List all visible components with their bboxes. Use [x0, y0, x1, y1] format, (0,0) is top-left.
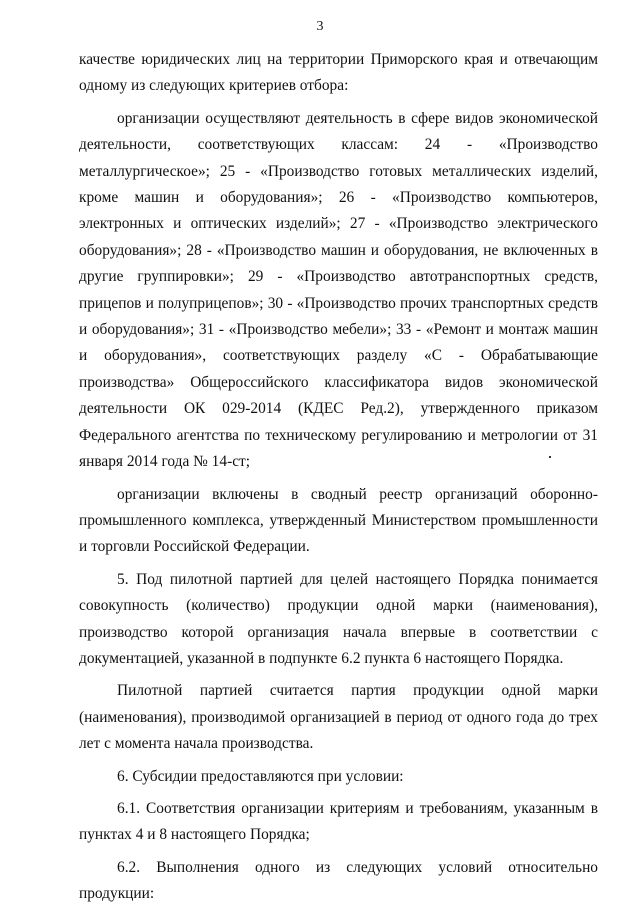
paragraph-item-6-2: 6.2. Выполнения одного из следующих условий относительно продукции: — [79, 858, 598, 903]
paragraph-item-6-1: 6.1. Соответствия организации критериям и требованиям, указанным в пунктах 4 и 8 настоящего Порядка; — [79, 799, 598, 844]
paragraph-item-6: 6. Субсидии предоставляются при условии: — [117, 767, 404, 785]
page-number: 3 — [316, 19, 324, 34]
paragraph-criteria-registry: организации включены в сводный реестр организаций оборонно-промышленного комплекса, утвержденный Министерством промышленности и торговли Российской Федерации. — [79, 485, 598, 556]
paragraph-criteria-activity: организации осуществляют деятельность в сфере видов экономической деятельности, соответствующих классам: 24 - «Производство металлургическое»; 25 - «Производство готовых металлических изделий, кроме машин и оборудования»; 26 - «Производство компьютеров, электронных и оптических изделий»; 27 - «Производство электрического оборудования»; 28 - «Производство машин и оборудования, не включенных в другие группировки»; 29 - «Производство автотранспортных средств, прицепов и полуприцепов»; 30 - «Производство прочих транспортных средств и оборудования»; 31 - «Производство мебели»; 33 - «Ремонт и монтаж машин и оборудования», соответствующих разделу «С - Обрабатывающие производства» Общероссийского классификатора видов экономической деятельности ОК 029-2014 (КДЕС Ред.2), утвержденного приказом Федерального агентства по техническому регулированию и метрологии от 31 января 2014 года № 14-ст; — [79, 109, 598, 471]
scan-speck — [549, 456, 551, 458]
document-body — [79, 47, 598, 908]
paragraph-item-5: 5. Под пилотной партией для целей настоящего Порядка понимается совокупность (количество) продукции одной марки (наименования), производство которой организация начала впервые в соответствии с документацией, указанной в подпункте 6.2 пункта 6 настоящего Порядка. — [79, 570, 598, 667]
paragraph-pilot-batch: Пилотной партией считается партия продукции одной марки (наименования), производимой организацией в период от одного года до трех лет с момента начала производства. — [79, 682, 598, 753]
paragraph-continuation: качестве юридических лиц на территории Приморского края и отвечающим одному из следующих критериев отбора: — [79, 51, 598, 95]
